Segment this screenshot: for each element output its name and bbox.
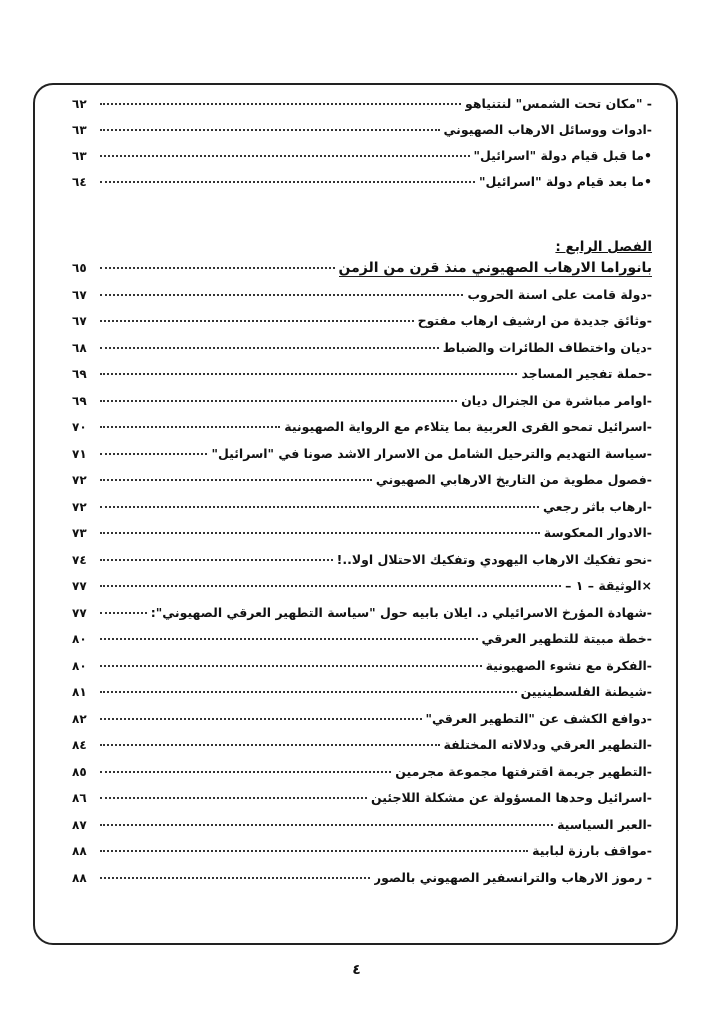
- toc-entry-title: -العبر السياسية: [557, 816, 652, 832]
- toc-entry-page: ٨٨: [72, 844, 87, 858]
- toc-entry: [72, 737, 652, 764]
- toc-entry: [72, 764, 652, 791]
- toc-entry: [72, 578, 652, 605]
- toc-entry-title: -سياسة التهديم والترحيل الشامل من الاسرار الاشد صونا في "اسرائيل": [211, 445, 652, 461]
- toc-entry: [72, 393, 652, 420]
- dot-leader: [100, 267, 335, 269]
- chapter-heading: الفصل الرابع :: [555, 239, 652, 255]
- toc-entry-page: ٦٩: [72, 367, 87, 381]
- dot-leader: [100, 347, 439, 349]
- toc-entry-title: -الفكرة مع نشوء الصهيونية: [485, 657, 652, 673]
- toc-entry: [72, 313, 652, 340]
- toc-entry-page: ٧٧: [72, 579, 87, 593]
- toc-entry: [72, 499, 652, 526]
- dot-leader: [100, 612, 147, 614]
- toc-entry: [72, 817, 652, 844]
- toc-entry: [72, 631, 652, 658]
- toc-entry: [72, 148, 652, 174]
- toc-entry-page: ٨٧: [72, 817, 87, 832]
- dot-leader: [100, 155, 470, 157]
- toc-group-1: [72, 96, 652, 200]
- toc-entry-title: -ارهاب باثر رجعي: [542, 498, 652, 514]
- toc-entry-page: ٨٥: [72, 764, 87, 779]
- toc-entry-page: ٧٤: [72, 552, 87, 567]
- toc-entry: [72, 472, 652, 499]
- toc-entry-title: -ديان واختطاف الطائرات والضباط: [442, 339, 652, 355]
- toc-entry-title: -نحو تفكيك الارهاب اليهودي وتفكيك الاحتلال اولا..!: [336, 551, 652, 567]
- toc-entry: [72, 843, 652, 870]
- toc-entry-page: ٦٧: [72, 287, 87, 302]
- dot-leader: [100, 294, 463, 296]
- table-of-contents: [72, 96, 652, 896]
- toc-entry: [72, 366, 652, 393]
- toc-entry-title: - "مكان تحت الشمس" لنتنياهو: [465, 96, 652, 111]
- dot-leader: [100, 181, 475, 183]
- toc-entry-title: -اسرائيل وحدها المسؤولة عن مشكلة اللاجئين: [371, 790, 652, 805]
- toc-entry: [72, 174, 652, 200]
- toc-entry-page: ٦٢: [72, 97, 87, 111]
- toc-entry: [72, 790, 652, 817]
- toc-entry-title: -وثائق جديدة من ارشيف ارهاب مفتوح: [417, 313, 652, 328]
- toc-entry-page: ٨٤: [72, 738, 87, 752]
- toc-entry-page: ٦٧: [72, 314, 87, 328]
- toc-entry-page: ٨٨: [72, 870, 87, 885]
- toc-entry: [72, 525, 652, 552]
- dot-leader: [100, 665, 482, 667]
- dot-leader: [100, 129, 440, 131]
- toc-entry-title: -التطهير العرقي ودلالاته المختلفة: [443, 737, 652, 752]
- dot-leader: [100, 532, 540, 534]
- dot-leader: [100, 877, 370, 879]
- page-number: ٤: [352, 962, 361, 978]
- toc-entry-title: ×الوثيقة – ١ –: [565, 578, 652, 593]
- toc-entry: [72, 870, 652, 897]
- toc-entry-title: -شيطنة الفلسطينيين: [520, 684, 652, 699]
- toc-entry-title: -اسرائيل تمحو القرى العربية بما يتلاءم مع الرواية الصهيونية: [284, 419, 652, 434]
- toc-entry: [72, 122, 652, 148]
- dot-leader: [100, 771, 391, 773]
- toc-entry-page: ٨١: [72, 685, 87, 699]
- toc-entry-title: •ما قبل قيام دولة "اسرائيل": [473, 148, 652, 163]
- toc-entry: [72, 605, 652, 632]
- dot-leader: [100, 824, 553, 826]
- dot-leader: [100, 691, 517, 693]
- toc-entry-page: ٧٢: [72, 499, 87, 514]
- toc-group-2: [72, 260, 652, 896]
- toc-entry-page: ٨٢: [72, 711, 87, 726]
- toc-entry: [72, 684, 652, 711]
- dot-leader: [100, 320, 414, 322]
- dot-leader: [100, 559, 333, 561]
- toc-entry-title: بانوراما الارهاب الصهيوني منذ قرن من الزمن: [338, 260, 652, 276]
- toc-entry-title: -حملة تفجير المساجد: [521, 366, 652, 381]
- toc-entry-page: ٧٢: [72, 473, 87, 487]
- dot-leader: [100, 797, 367, 799]
- toc-entry-page: ٦٨: [72, 340, 87, 355]
- toc-entry-page: ٦٥: [72, 261, 87, 275]
- toc-entry: [72, 419, 652, 446]
- toc-entry-title: -خطة مبيتة للتطهير العرقي: [481, 631, 652, 646]
- dot-leader: [100, 453, 207, 455]
- dot-leader: [100, 638, 478, 640]
- toc-entry-title: -الادوار المعكوسة: [543, 525, 652, 540]
- toc-entry-page: ٨٠: [72, 632, 87, 646]
- toc-entry-page: ٧٠: [72, 420, 87, 434]
- dot-leader: [100, 850, 528, 852]
- dot-leader: [100, 479, 372, 481]
- toc-entry-page: ٧١: [72, 446, 87, 461]
- toc-entry-page: ٨٦: [72, 791, 87, 805]
- toc-entry: [72, 658, 652, 685]
- toc-entry-page: ٦٣: [72, 123, 87, 137]
- toc-entry-title: -ادوات ووسائل الارهاب الصهيوني: [443, 122, 652, 137]
- toc-entry-page: ٦٩: [72, 393, 87, 408]
- toc-entry: [72, 287, 652, 314]
- dot-leader: [100, 400, 457, 402]
- dot-leader: [100, 718, 422, 720]
- toc-entry: [72, 711, 652, 738]
- toc-entry: [72, 260, 652, 287]
- dot-leader: [100, 744, 440, 746]
- toc-entry-title: -التطهير جريمة اقترفتها مجموعة مجرمين: [395, 763, 652, 779]
- toc-entry-title: •ما بعد قيام دولة "اسرائيل": [478, 174, 652, 189]
- toc-entry-page: ٦٤: [72, 175, 87, 189]
- toc-entry-title: -مواقف بارزة لبابية: [532, 843, 652, 858]
- dot-leader: [100, 103, 461, 105]
- dot-leader: [100, 585, 561, 587]
- toc-entry-page: ٧٧: [72, 605, 87, 620]
- toc-entry-page: ٨٠: [72, 658, 87, 673]
- toc-entry: [72, 340, 652, 367]
- toc-entry-title: - رموز الارهاب والترانسفير الصهيوني بالصور: [373, 869, 652, 885]
- toc-entry-title: -شهادة المؤرخ الاسرائيلي د. ايلان بابيه حول "سياسة التطهير العرقي الصهيوني":: [150, 604, 652, 620]
- toc-entry-page: ٧٣: [72, 526, 87, 540]
- dot-leader: [100, 426, 280, 428]
- toc-entry-title: -اوامر مباشرة من الجنرال ديان: [461, 392, 652, 408]
- toc-entry-page: ٦٣: [72, 149, 87, 163]
- dot-leader: [100, 506, 539, 508]
- toc-entry: [72, 552, 652, 579]
- toc-entry-title: -دوافع الكشف عن "التطهير العرقي": [425, 710, 652, 726]
- toc-entry-title: -دولة قامت على اسنة الحروب: [467, 286, 652, 302]
- toc-entry: [72, 446, 652, 473]
- dot-leader: [100, 373, 517, 375]
- toc-entry-title: -فصول مطوية من التاريخ الارهابي الصهيوني: [375, 472, 652, 487]
- toc-entry: [72, 96, 652, 122]
